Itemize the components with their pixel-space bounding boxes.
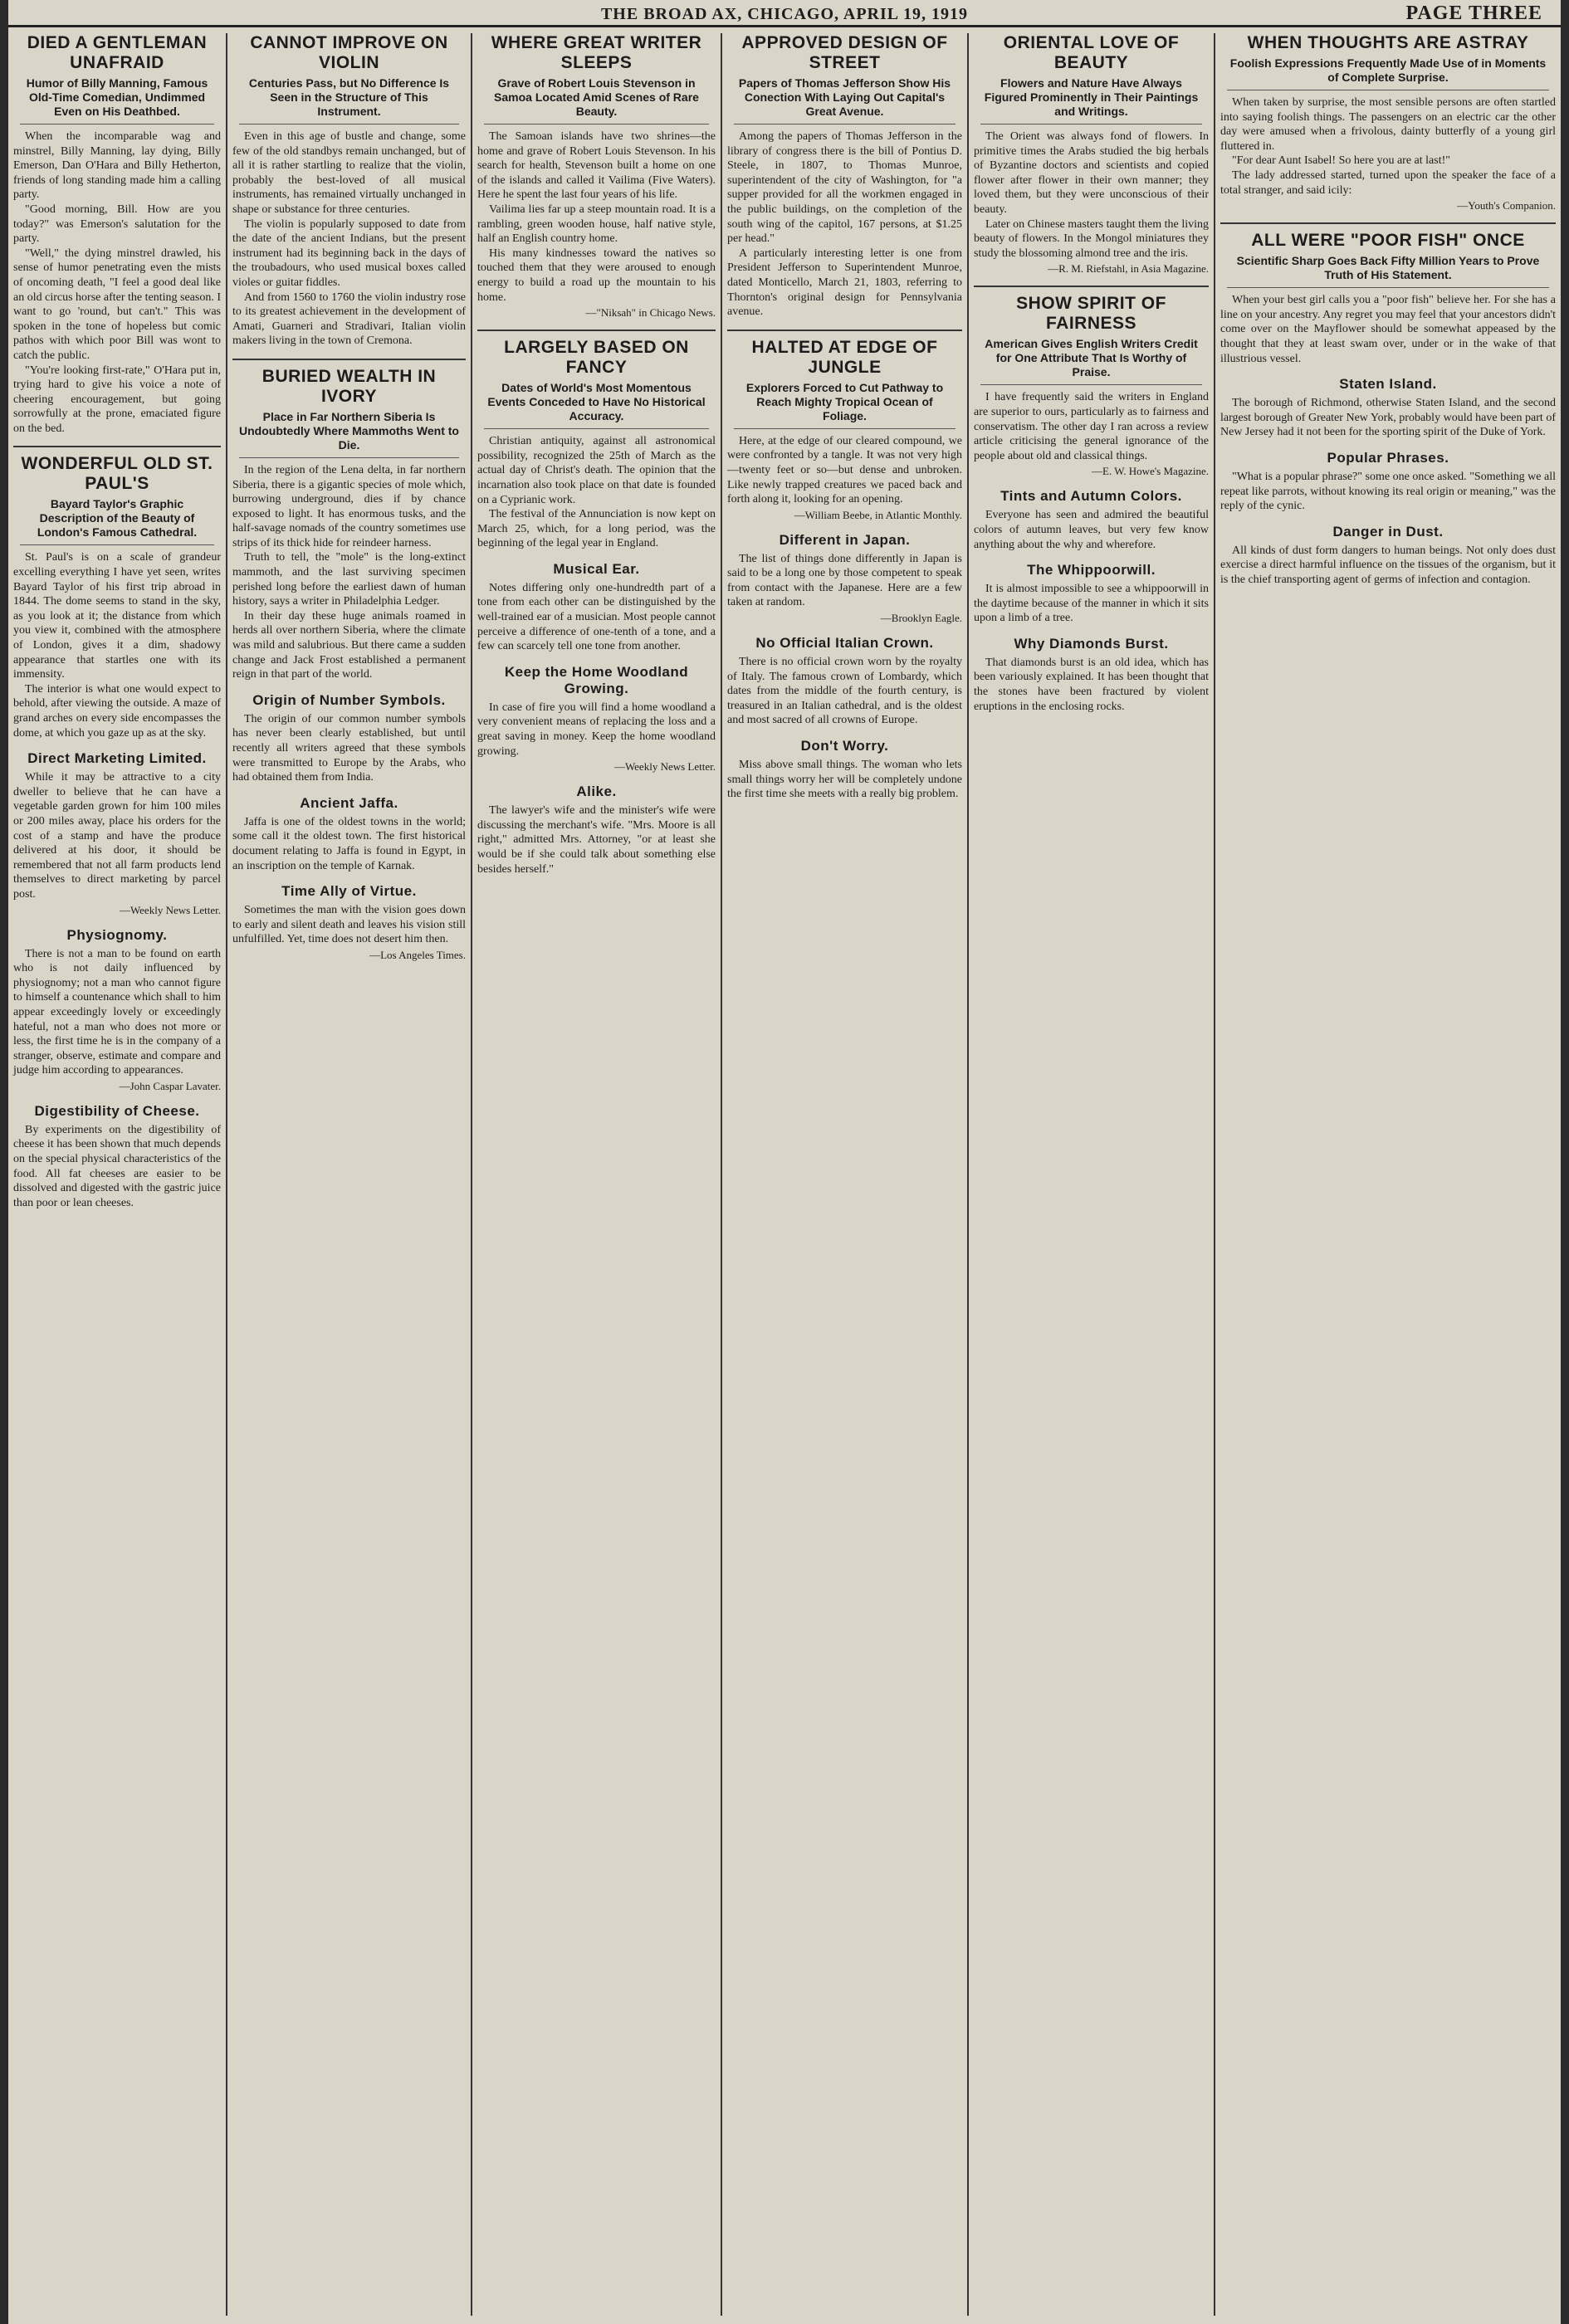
paragraph: "Good morning, Bill. How are you today?" was Emerson's salutation for the party. [13,203,221,246]
headline: Keep the Home Woodland Growing. [504,663,689,696]
article-design-of-street [727,33,962,320]
article-popular-phrases [1220,450,1556,514]
column-2 [227,33,471,2316]
article-violin [232,33,466,349]
headline: Tints and Autumn Colors. [1000,488,1182,505]
paragraph: The borough of Richmond, otherwise Staten Island, and the second largest borough of Greater New York, probably would have been part of New Jersey had it not been for the sporting spirit of the Duke of York. [1220,397,1556,439]
deck: American Gives English Writers Credit for One Attribute That Is Worthy of Praise. [980,337,1202,385]
paragraph: By experiments on the digestibility of cheese it has been shown that much depends on the special physical characteristics of the food. All fat cheeses are easier to be dissolved and digested with the gastric juice than poor or lean cheeses. [13,1123,221,1209]
article-dont-worry [727,738,962,802]
paragraph: The violin is popularly supposed to date from the date of the ancient Indians, but the present instrument had its beginning back in the days of the troubadours, who used musical boxes called violes or guitar fiddles. [232,217,466,289]
paragraph: There is no official crown worn by the royalty of Italy. The famous crown of Lombardy, which dates from the middle of the fourth century, is treasured in an Italian cathedral, and is the oldest and most sacred of all crowns of Europe. [727,656,962,727]
paragraph: Truth to tell, the "mole" is the long-extinct mammoth, and the last surviving specimen perished long before the earliest dawn of human history, says a writer in Philadelphia Ledger. [232,551,466,608]
headline: WHEN THOUGHTS ARE ASTRAY [1247,33,1529,52]
paragraph: "For dear Aunt Isabel! So here you are at last!" [1232,154,1450,168]
paragraph: In their day these huge animals roamed in herds all over northern Siberia, where the climate was mild and salubrious. But there came a sudden change and Jack Frost established a permanent reign in that part of the world. [232,609,466,681]
deck: Place in Far Northern Siberia Is Undoubtedly Where Mammoths Went to Die. [239,410,459,458]
article-buried-wealth [232,367,466,682]
byline: —R. M. Riefstahl, in Asia Magazine. [1048,262,1209,276]
article-divider [232,359,466,360]
deck: Centuries Pass, but No Difference Is Seen in the Structure of This Instrument. [239,76,459,124]
paragraph: When the incomparable wag and minstrel, Billy Manning, lay dying, Billy Emerson, Dan O'Hara and Billy Hetherton, friends of long standing made him a calling party. [13,130,221,202]
paragraph: His many kindnesses toward the natives so touched them that they were aroused to enough energy to build a road up the mountain to his home. [477,247,716,304]
paragraph: When your best girl calls you a "poor fish" believe her. For she has a line on your ancestry. Any regret you may feel that your ancestors didn't come over on the Mayflower should be somewhat appeased by the thought that they at least swam over, under or in the wake of that illustrious vessel. [1220,294,1556,365]
deck: Grave of Robert Louis Stevenson in Samoa Located Amid Scenes of Rare Beauty. [484,76,709,124]
paragraph: I have frequently said the writers in England are superior to ours, particularly as to fairness and conservatism. The other day I ran across a review article criticising the general ignorance of the people about old and classical things. [974,391,1209,462]
byline: —Weekly News Letter. [119,903,221,916]
column-5 [969,33,1214,2316]
paragraph: Even in this age of bustle and change, some few of the old standbys remain unchanged, but of all it is rather startling to realize that the violin, probably the best-loved of all musical instruments, has remained virtually unchanged in shape or substance for three centuries. [232,130,466,216]
paragraph: "Well," the dying minstrel drawled, his sense of humor penetrating even the mists of oncoming death, "I feel a good deal like an old circus horse after the tenting season. I want to go 'round, but can't." This was spoken in the tone of hopeless but comic pathos with which poor Bill was wont to catch the public. [13,247,221,362]
paragraph: "What is a popular phrase?" some one once asked. "Something we all repeat like parrots, without knowing its real origin or meaning," was the reply of the cynic. [1220,470,1556,513]
headline: No Official Italian Crown. [755,635,934,652]
column-6 [1215,33,1561,2316]
column-3 [472,33,721,2316]
paragraph: In the region of the Lena delta, in far northern Siberia, there is a gigantic species of mole which, burrowing underground, dies if by chance exposed to light. It has enormous tusks, and the half-savage nomads of the country sometimes use strips of its thick hide for reindeer harness. [232,463,466,549]
column-1 [8,33,226,2316]
headline: HALTED AT EDGE OF JUNGLE [751,337,938,377]
headline: Alike. [576,784,617,800]
article-spirit-of-fairness [974,294,1209,478]
deck: Humor of Billy Manning, Famous Old-Time Comedian, Undimmed Even on His Deathbed. [20,76,214,124]
byline: —John Caspar Lavater. [119,1079,221,1092]
paragraph: Everyone has seen and admired the beautiful colors of autumn leaves, but very few know anything about the why and wherefore. [974,509,1209,551]
paragraph: And from 1560 to 1760 the violin industry rose to its greatest achievement in the development of Amati, Guarneri and Stradivari, Italian violin makers living in the town of Cremona. [232,290,466,348]
headline: The Whippoorwill. [1027,562,1156,579]
paragraph: A particularly interesting letter is one from President Jefferson to Superintendent Munroe, dated Monticello, March 21, 1803, referring to Thornton's original design for Pennsylvania avenue. [727,247,962,319]
paragraph: "You're looking first-rate," O'Hara put in, trying hard to give his voice a note of cheering encouragement, but going sorrowfully at the prone, emaciated figure on the bed. [13,364,221,435]
article-different-in-japan [727,532,962,625]
byline: —Los Angeles Times. [369,948,466,961]
byline: —Brooklyn Eagle. [880,612,962,625]
article-alike [477,784,716,876]
article-based-on-fancy [477,338,716,551]
headline: WONDERFUL OLD ST. PAUL'S [21,454,213,494]
headline: SHOW SPIRIT OF FAIRNESS [1016,294,1166,334]
article-thoughts-astray [1220,33,1556,212]
paragraph: The lady addressed started, turned upon the speaker the face of a total stranger, and said icily: [1220,168,1556,197]
headline: Physiognomy. [66,926,168,943]
deck: Papers of Thomas Jefferson Show His Conection With Laying Out Capital's Great Avenue. [734,76,956,124]
headline: WHERE GREAT WRITER SLEEPS [491,33,702,72]
headline: Digestibility of Cheese. [34,1102,200,1119]
headline: ALL WERE "POOR FISH" ONCE [1251,231,1525,251]
newspaper-page [8,0,1561,2324]
article-ancient-jaffa [232,795,466,873]
article-st-pauls [13,454,221,740]
column-4 [722,33,967,2316]
headline: Why Diamonds Burst. [1014,635,1169,652]
paragraph: That diamonds burst is an old idea, which has been variously explained. It has been thought that the stones have been fractured by violent eruptions in the enclosing rocks. [974,656,1209,713]
paragraph: The origin of our common number symbols has never been clearly established, but until recently all writers agreed that these symbols were transmitted to Europe by the Arabs, who had obtained them from India. [232,712,466,784]
deck: Scientific Sharp Goes Back Fifty Million Years to Prove Truth of His Statement. [1227,254,1549,288]
paragraph: Notes differing only one-hundredth part of a tone from each other can be distinguished by the well-trained ear of a musician. Most people cannot perceive a difference of one-tenth of a tone, and a few can scarcely tell one tone from another. [477,581,716,653]
article-edge-of-jungle [727,338,962,522]
headline: DIED A GENTLEMAN UNAFRAID [27,33,208,72]
page-label: PAGE THREE [1405,2,1542,24]
headline: Ancient Jaffa. [300,794,398,811]
article-divider [727,330,962,331]
byline: —"Niksah" in Chicago News. [585,306,716,320]
article-divider [974,286,1209,287]
paragraph: The Samoan islands have two shrines—the home and grave of Robert Louis Stevenson. In his search for health, Stevenson built a home on one of the islands and called it Vailima (Five Waters). Here he spent the last four years of his life. [477,130,716,202]
headline: Staten Island. [1339,376,1437,393]
article-poor-fish [1220,231,1556,366]
article-direct-marketing [13,750,221,916]
byline: —Youth's Companion. [1457,199,1556,212]
paragraph: Vailima lies far up a steep mountain road. It is a rambling, green wooden house, half native style, half an English country home. [477,203,716,246]
paragraph: The list of things done differently in Japan is said to be a long one by those competent to speak from contact with the Japanese. Here are a few taken at random. [727,552,962,609]
article-physiognomy [13,927,221,1093]
headline: Don't Worry. [800,738,889,754]
article-whippoorwill [974,562,1209,626]
paragraph: In case of fire you will find a home woodland a very convenient means of replacing the loss and a great saving in money. Keep the home woodland growing. [477,701,716,758]
paragraph: There is not a man to be found on earth who is not daily influenced by physiognomy; not a man who cannot figure to himself a countenance which shall to him appear exceedingly lovely or exceedingly hateful, not a man who does not more or less, the first time he is in the company of a stranger, observe, estimate and compare and judge him according to appearances. [13,947,221,1077]
article-italian-crown [727,635,962,728]
paragraph: When taken by surprise, the most sensible persons are often startled into saying foolish things. The passengers on an electric car the other day were amused when a frivolous, dainty butterfly of a young girl fluttered in. [1220,96,1556,153]
article-musical-ear [477,561,716,654]
deck: Explorers Forced to Cut Pathway to Reach Mighty Tropical Ocean of Foliage. [734,381,956,429]
byline: —Weekly News Letter. [613,760,716,774]
headline: Origin of Number Symbols. [252,691,446,708]
byline: —William Beebe, in Atlantic Monthly. [794,508,962,521]
article-danger-in-dust [1220,524,1556,588]
headline: Time Ally of Virtue. [281,883,417,900]
headline: LARGELY BASED ON FANCY [504,338,689,378]
deck: Flowers and Nature Have Always Figured Prominently in Their Paintings and Writings. [980,76,1202,124]
deck: Dates of World's Most Momentous Events Conceded to Have No Historical Accuracy. [484,381,709,429]
paragraph: Christian antiquity, against all astronomical possibility, recognized the 25th of March as the actual day of Christ's death. The opinion that the incarnation also took place on that date is founded on a Cyprianic work. [477,435,716,506]
paragraph: It is almost impossible to see a whippoorwill in the daytime because of the manner in which it sits upon a limb of a tree. [974,583,1209,625]
deck: Bayard Taylor's Graphic Description of the Beauty of London's Famous Cathedral. [20,497,214,545]
article-home-woodland [477,664,716,774]
article-diamonds-burst [974,636,1209,714]
headline: APPROVED DESIGN OF STREET [741,33,948,72]
paragraph: While it may be attractive to a city dweller to believe that he can have a vegetable garden grown for him 100 miles or 200 miles away, place his orders for the cost of a stamp and have the produce delivered at his door, it should be remembered that not all farm products lend themselves to direct marketing by parcel post. [13,771,221,901]
paragraph: Sometimes the man with the vision goes down to early and silent death and leaves his vision still unfulfilled. Yet, time does not desert him then. [232,904,466,946]
paragraph: The festival of the Annunciation is now kept on March 25, which, for a long period, was the beginning of the legal year in England. [477,508,716,550]
article-number-symbols [232,692,466,785]
article-great-writer [477,33,716,320]
headline: ORIENTAL LOVE OF BEAUTY [1003,33,1180,72]
article-divider [13,446,221,447]
headline: Musical Ear. [553,560,640,577]
headline: BURIED WEALTH IN IVORY [262,366,437,406]
headline: CANNOT IMPROVE ON VIOLIN [250,33,448,72]
headline: Different in Japan. [779,531,911,548]
headline: Popular Phrases. [1327,449,1449,466]
paragraph: Here, at the edge of our cleared compound, we were confronted by a tangle. It was not very high—twenty feet or so—but dense and unbroken. Like newly trapped creatures we paced back and forth along it, looking for an opening. [727,434,962,506]
article-autumn-colors [974,488,1209,552]
headline: Direct Marketing Limited. [27,750,207,767]
paragraph: St. Paul's is on a scale of grandeur excelling everything I have yet seen, writes Bayard Taylor of his first trip abroad in 1844. The dome seems to stand in the sky, as you look at it; the distance from which you view it, combined with the atmosphere of London, gives it a dim, shadowy appearance that startles one with its immensity. [13,551,221,681]
article-oriental-beauty [974,33,1209,276]
article-gentleman-unafraid [13,33,221,436]
paragraph: All kinds of dust form dangers to human beings. Not only does dust exercise a direct harmful influence on the tissues of the organism, but it is the chief transporting agent of germs of infection and contagion. [1220,544,1556,586]
paragraph: Jaffa is one of the oldest towns in the world; some call it the oldest town. The first historical document relating to Jaffa is found in Egypt, in an inscription on the temple of Karnak. [232,815,466,872]
article-time-ally [232,883,466,962]
paragraph: Later on Chinese masters taught them the living beauty of flowers. In the Mongol miniatures they study the blossoming almond tree and the iris. [974,217,1209,260]
article-staten-island [1220,376,1556,440]
masthead [8,0,1561,27]
paragraph: The lawyer's wife and the minister's wife were discussing the merchant's wife. "Mrs. Moore is all right," admitted Mrs. Attorney, "or at least she would be if she could talk about something else besides herself." [477,804,716,876]
deck: Foolish Expressions Frequently Made Use of in Moments of Complete Surprise. [1227,56,1549,90]
article-digestibility-cheese [13,1103,221,1211]
article-divider [1220,222,1556,224]
paragraph: The Orient was always fond of flowers. In primitive times the Arabs studied the big herbals of Byzantine doctors and scientists and copied flower after flower in their own manner; they loved them, but they were unconscious of their beauty. [974,130,1209,216]
paragraph: Miss above small things. The woman who lets small things worry her will be completely undone the first time she meets with a really big problem. [727,759,962,801]
byline: —E. W. Howe's Magazine. [1092,465,1209,478]
paragraph: Among the papers of Thomas Jefferson in the library of congress there is the bill of Pontius D. Steele, in 1807, to Thomas Munroe, superintendent of the city of Washington, for "a supper provided for all the workmen engaged in the public buildings, on the completion of the south wing of the capitol, 167 persons, at $1.25 per head." [727,130,962,246]
article-divider [477,330,716,331]
masthead-title: THE BROAD AX, CHICAGO, APRIL 19, 1919 [600,5,969,23]
paragraph: The interior is what one would expect to behold, after viewing the outside. A maze of grand arches on every side encompasses the dome, at which you gaze up as at the sky. [13,682,221,740]
headline: Danger in Dust. [1332,523,1444,540]
